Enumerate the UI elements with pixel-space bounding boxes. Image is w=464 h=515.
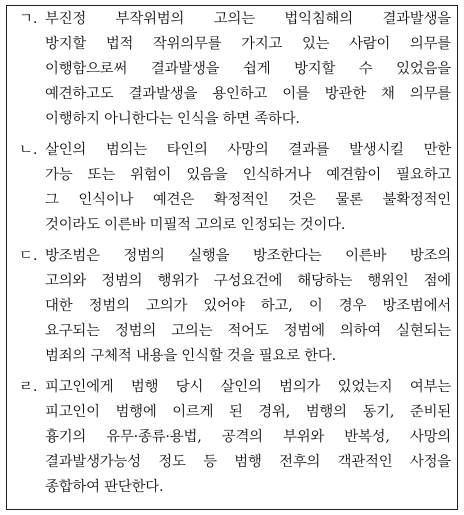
statement-b-line-3: 그 인식이나 예견은 확정적인 것은 물론 불확정적인 — [45, 192, 451, 208]
statement-c-line-3: 대한 정범의 고의가 있어야 하고, 이 경우 방조범에서 — [45, 298, 451, 314]
statement-a-line-4: 예견하고도 결과발생을 용인하고 이를 방관한 채 의무를 — [45, 86, 451, 102]
statement-c-line-2: 고의와 정범의 행위가 구성요건에 해당하는 행위인 점에 — [45, 273, 451, 289]
statement-a-line-1: 부진정 부작위범의 고의는 법익침해의 결과발생을 — [45, 11, 451, 27]
statement-b-line-2: 가능 또는 위험이 있음을 인식하거나 예견함이 필요하고 — [45, 167, 451, 183]
statement-a-marker: ㄱ. — [19, 11, 38, 27]
statement-a-line-5: 이행하지 아니한다는 인식을 하면 족하다. — [45, 111, 300, 127]
statement-d-line-3: 흉기의 유무·종류·용법, 공격의 부위와 반복성, 사망의 — [45, 429, 451, 445]
question-box — [6, 5, 458, 510]
statement-b-text — [45, 138, 451, 238]
statement-c-line-5: 범죄의 구체적 내용을 인식할 것을 필요로 한다. — [45, 348, 336, 364]
statement-d-line-1: 피고인에게 범행 당시 살인의 범의가 있었는지 여부는 — [45, 379, 451, 395]
statement-c-line-4: 요구되는 정범의 고의는 적어도 정범에 의하여 실현되는 — [45, 323, 451, 339]
statement-c-marker: ㄷ. — [19, 248, 38, 264]
statement-d-marker: ㄹ. — [19, 379, 38, 395]
statement-a-text — [45, 7, 451, 132]
statement-b-marker: ㄴ. — [19, 142, 38, 158]
statement-d-line-5: 종합하여 판단한다. — [45, 479, 164, 495]
statement-d-line-4: 결과발생가능성 정도 등 범행 전후의 객관적인 사정을 — [45, 454, 451, 470]
statement-b-line-4: 것이라도 이른바 미필적 고의로 인정되는 것이다. — [45, 217, 346, 233]
statement-c-line-1: 방조범은 정범의 실행을 방조한다는 이른바 방조의 — [45, 248, 451, 264]
statement-c-text — [45, 244, 451, 369]
statement-a-line-2: 방지할 법적 작위의무를 가지고 있는 사람이 의무를 — [45, 36, 451, 52]
statement-b-line-1: 살인의 범의는 타인의 사망의 결과를 발생시킬 만한 — [45, 142, 451, 158]
statement-a-line-3: 이행함으로써 결과발생을 쉽게 방지할 수 있었음을 — [45, 61, 451, 77]
statement-d-text — [45, 375, 451, 500]
statement-d-line-2: 피고인이 범행에 이르게 된 경위, 범행의 동기, 준비된 — [45, 404, 451, 420]
